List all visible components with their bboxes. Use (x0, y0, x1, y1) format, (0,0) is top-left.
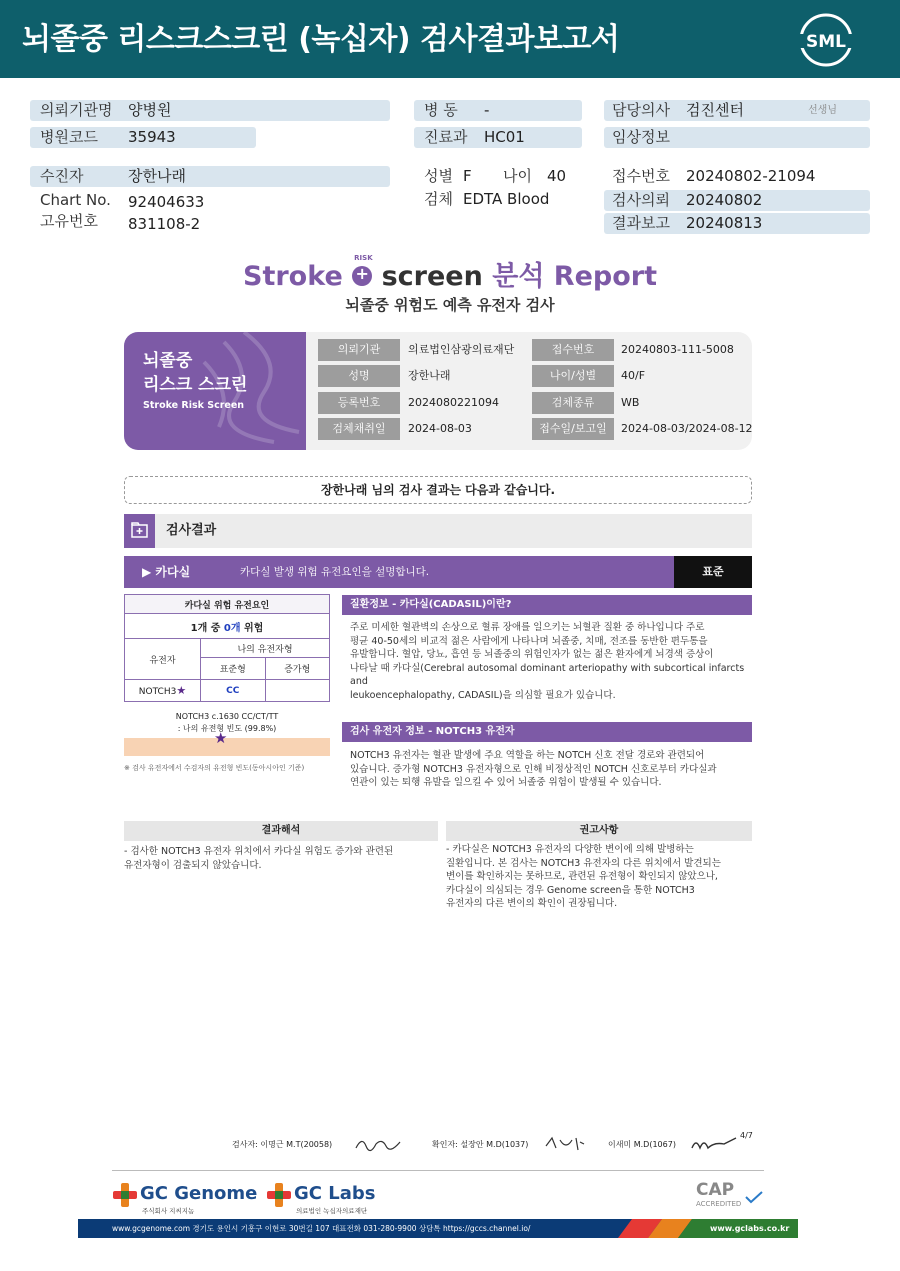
risk-count-b: 0개 (223, 622, 241, 634)
result-section-title: 검사결과 (166, 523, 217, 538)
grid-value-age-sex: 40/F (621, 369, 646, 382)
grid-value-collection: 2024-08-03 (408, 422, 472, 435)
plus-circle-icon: + RISK (352, 266, 372, 286)
logo-risk-text: RISK (354, 254, 373, 262)
signature-confirmer (544, 1134, 586, 1154)
frequency-star-icon: ★ (214, 729, 228, 747)
patient-value: 장한나래 (128, 167, 186, 185)
interpretation-head: 결과해석 (124, 821, 438, 841)
doctor-value: 검진센터 (686, 101, 744, 119)
hospital-code-value: 35943 (128, 128, 176, 146)
gene-header: 유전자 (125, 639, 201, 680)
risk-count-c: 위험 (244, 622, 264, 634)
my-genotype-header: 나의 유전자형 (201, 639, 330, 658)
signature-tester (354, 1134, 402, 1154)
page-number: 4/7 (740, 1131, 753, 1140)
uid-label: 고유번호 (40, 212, 98, 230)
gc-genome-sub: 주식회사 지씨지놈 (142, 1207, 195, 1215)
ward-value: - (484, 101, 490, 119)
logo-word-report: 분석 Report (492, 261, 657, 292)
grid-value-dates: 2024-08-03/2024-08-12 (621, 422, 753, 435)
grid-label-specimen-type: 검체종류 (532, 392, 614, 414)
recommendation-head: 권고사항 (446, 821, 752, 841)
grid-label-reg: 등록번호 (318, 392, 400, 414)
ward-label: 병 동 (424, 101, 458, 119)
increased-cell (265, 680, 330, 702)
gc-cross-icon (112, 1182, 138, 1208)
standard-header: 표준형 (201, 658, 266, 680)
freq-note-2: : 나의 유전형 빈도 (99.8%) (177, 724, 277, 733)
footer-site: www.gclabs.co.kr (710, 1224, 790, 1233)
grid-label-age-sex: 나이/성별 (532, 365, 614, 387)
gene-cell (125, 680, 201, 702)
grid-label-collection: 검체채취일 (318, 418, 400, 440)
grid-value-institution: 의료법인삼광의료재단 (408, 343, 515, 356)
freq-footnote: ※ 검사 유전자에서 수검자의 유전형 빈도(동아시아인 기준) (124, 764, 305, 772)
chart-value: 92404633 (128, 193, 205, 211)
gc-labs-cross-icon (266, 1182, 292, 1208)
signature-third (690, 1134, 738, 1154)
card-title-1: 뇌졸중 (143, 351, 193, 371)
gc-labs-sub: 의료법인 녹십자의료재단 (296, 1207, 368, 1215)
result-section-header (124, 514, 752, 548)
gc-labs-text: GC Labs (294, 1183, 376, 1204)
report-date-label: 결과보고 (612, 214, 670, 232)
patient-label: 수진자 (40, 167, 84, 185)
checkmark-icon (744, 1190, 764, 1204)
freq-note-1: NOTCH3 c.1630 CC/CT/TT (175, 712, 279, 721)
receipt-value: 20240802-21094 (686, 167, 816, 185)
cadasil-title: ▶ 카다실 (142, 565, 191, 579)
report-subtitle: 뇌졸중 위험도 예측 유전자 검사 (345, 296, 555, 314)
signer-third: 이새미 M.D(1067) (608, 1140, 676, 1149)
grid-value-specimen-type: WB (621, 396, 640, 409)
grid-label-dates: 접수일/보고일 (532, 418, 614, 440)
institution-label: 의뢰기관명 (40, 101, 113, 119)
risk-count-a: 1개 중 (190, 622, 221, 634)
institution-value: 양병원 (128, 101, 172, 119)
logo-word-stroke: Stroke (243, 261, 343, 292)
cadasil-bar (124, 556, 674, 588)
grid-value-name: 장한나래 (408, 369, 451, 382)
gene-name: NOTCH3 (138, 687, 177, 697)
card-title-en: Stroke Risk Screen (143, 400, 245, 411)
hospital-code-label: 병원코드 (40, 128, 98, 146)
sml-logo (798, 12, 854, 68)
specimen-value: EDTA Blood (463, 190, 550, 208)
uid-value: 831108-2 (128, 215, 201, 233)
chart-label: Chart No. (40, 191, 111, 209)
disease-info-text: 주로 미세한 혈관벽의 손상으로 혈류 장애를 일으키는 뇌혈관 질환 중 하나입니다 주로 평균 40-50세의 비교적 젊은 사람에게 나타나며 뇌졸중, 치매, 전조를 동반한 편두통을 유발합니다. 혈압, 당뇨, 흡연 등 뇌졸중의 위험인자가 없는 젊은 환자에게 뇌경색 증상이 나타날 때 카다실(Cerebral autosomal dominant arteriopathy with subcortical infarcts and leukoencephalopathy, CADASIL)을 의심할 필요가 있습니다. (350, 622, 745, 701)
signer-tester: 검사자: 이명근 M.T(20058) (232, 1140, 333, 1149)
cap-text: CAP (696, 1180, 735, 1200)
dept-label: 진료과 (424, 128, 468, 146)
cap-accredited-logo (696, 1180, 741, 1208)
grid-value-reg: 2024080221094 (408, 396, 499, 409)
dept-value: HC01 (484, 128, 525, 146)
sex-label: 성별 (424, 167, 453, 185)
grid-label-name: 성명 (318, 365, 400, 387)
risk-table (124, 594, 330, 702)
request-value: 20240802 (686, 191, 763, 209)
footer-color-stripe (618, 1219, 718, 1238)
gene-info-text: NOTCH3 유전자는 혈관 발생에 주요 역할을 하는 NOTCH 신호 전달 경로와 관련되어 있습니다. 증가형 NOTCH3 유전자형으로 인해 비정상적인 NOTCH 신호로부터 카다실과 연관이 있는 퇴행 유발을 일으킬 수 있어 뇌졸중 위험이 발생될 수 있습니다. (350, 750, 717, 788)
star-icon: ★ (176, 684, 187, 697)
recommendation-text: - 카다실은 NOTCH3 유전자의 다양한 변이에 의해 발병하는 질환입니다. 본 검사는 NOTCH3 유전자의 다른 위치에서 발견되는 변이를 확인하지는 못하므로, 관련된 유전형이 확인되지 않았으나, 카다실이 의심되는 경우 Genome screen을 통한 NOTCH3 유전자의 다른 변이의 확인이 권장됩니다. (446, 844, 721, 909)
disease-info-head: 질환정보 - 카다실(CADASIL)이란? (342, 595, 752, 615)
footer-bar (78, 1219, 798, 1238)
grid-label-receipt: 접수번호 (532, 339, 614, 361)
doctor-label: 담당의사 (612, 101, 670, 119)
report-date-value: 20240813 (686, 214, 763, 232)
footer-address: www.gcgenome.com 경기도 용인시 기흥구 이현로 30번길 107 대표전화 031-280-9900 상담톡 https://gccs.channel.io/ (112, 1224, 531, 1233)
interpretation-text: - 검사한 NOTCH3 유전자 위치에서 카다실 위험도 증가와 관련된 유전자형이 검출되지 않았습니다. (124, 846, 394, 871)
clinical-label: 임상정보 (612, 128, 670, 146)
doctor-suffix: 선생님 (808, 105, 837, 116)
cap-sub: ACCREDITED (696, 1200, 742, 1208)
receipt-label: 접수번호 (612, 167, 670, 185)
logo-word-screen: screen (381, 261, 483, 292)
card-title-2: 리스크 스크린 (143, 375, 248, 395)
footer-divider (112, 1170, 764, 1171)
specimen-label: 검체 (424, 190, 453, 208)
grid-label-institution: 의뢰기관 (318, 339, 400, 361)
signer-confirmer: 확인자: 설장안 M.D(1037) (432, 1140, 529, 1149)
risk-count (125, 614, 330, 639)
grid-value-receipt: 20240803-111-5008 (621, 343, 734, 356)
standard-badge: 표준 (674, 556, 752, 588)
folder-icon (124, 514, 155, 548)
increased-header: 증가형 (265, 658, 330, 680)
cadasil-desc: 카다실 발생 위험 유전요인을 설명합니다. (240, 566, 430, 578)
age-label: 나이 (503, 167, 532, 185)
sex-value: F (463, 167, 472, 185)
request-label: 검사의뢰 (612, 191, 670, 209)
risk-table-head: 카다실 위험 유전요인 (125, 595, 330, 614)
report-title: 뇌졸중 리스크스크린 (녹십자) 검사결과보고서 (22, 22, 620, 57)
gc-genome-text: GC Genome (140, 1183, 258, 1204)
genotype-cell: CC (201, 680, 266, 702)
gene-info-head: 검사 유전자 정보 - NOTCH3 유전자 (342, 722, 752, 742)
stroke-screen-logo (0, 254, 900, 293)
age-value: 40 (547, 167, 567, 185)
result-banner: 장한나래 님의 검사 결과는 다음과 같습니다. (124, 476, 752, 504)
sml-logo-text: SML (806, 32, 846, 52)
